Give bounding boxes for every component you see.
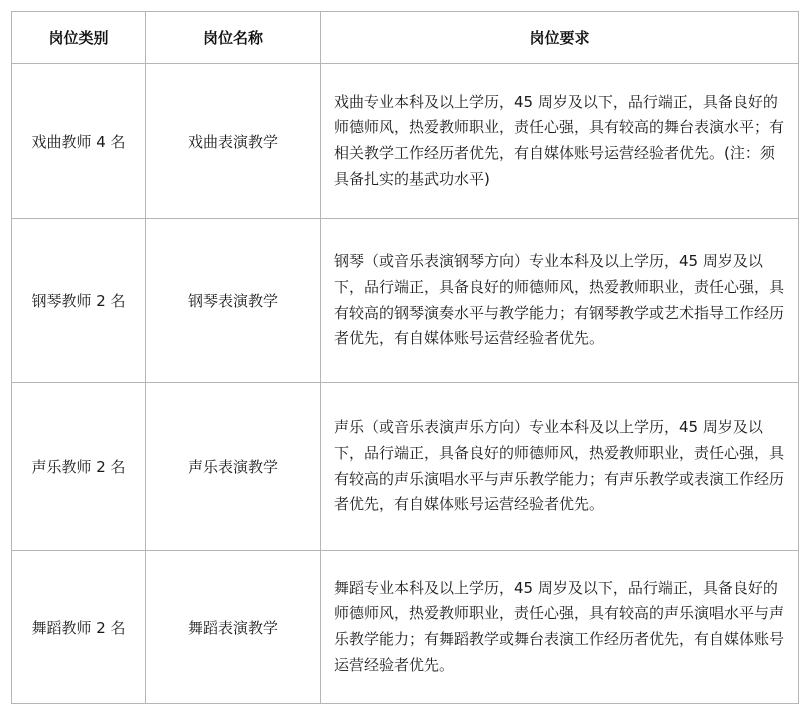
- position-requirement: 戏曲专业本科及以上学历，45 周岁及以下，品行端正，具备良好的师德师风，热爱教师职业，责任心强，具有较高的舞台表演水平；有相关教学工作经历者优先，有自媒体账号运营经验者优先。(注：须具备扎实的基武功水平): [321, 64, 799, 219]
- table-header-row: [12, 12, 799, 64]
- table-row: [12, 551, 799, 704]
- position-name: 舞蹈表演教学: [146, 551, 321, 704]
- position-requirement: 声乐（或音乐表演声乐方向）专业本科及以上学历，45 周岁及以下，品行端正，具备良好的师德师风，热爱教师职业，责任心强，具有较高的声乐演唱水平与声乐教学能力；有声乐教学或表演工作经历者优先，有自媒体账号运营经验者优先。: [321, 383, 799, 551]
- table-row: [12, 383, 799, 551]
- recruitment-table-container: [11, 11, 799, 704]
- header-position-requirement: 岗位要求: [321, 12, 799, 64]
- position-category: 钢琴教师 2 名: [12, 219, 146, 383]
- position-category: 声乐教师 2 名: [12, 383, 146, 551]
- recruitment-table: [11, 11, 799, 704]
- position-category: 戏曲教师 4 名: [12, 64, 146, 219]
- position-name: 声乐表演教学: [146, 383, 321, 551]
- table-row: [12, 219, 799, 383]
- position-requirement: 舞蹈专业本科及以上学历，45 周岁及以下，品行端正，具备良好的师德师风，热爱教师职业，责任心强，具有较高的声乐演唱水平与声乐教学能力；有舞蹈教学或舞台表演工作经历者优先，有自媒体账号运营经验者优先。: [321, 551, 799, 704]
- table-row: [12, 64, 799, 219]
- position-requirement: 钢琴（或音乐表演钢琴方向）专业本科及以上学历，45 周岁及以下，品行端正，具备良好的师德师风，热爱教师职业，责任心强，具有较高的钢琴演奏水平与教学能力；有钢琴教学或艺术指导工作经历者优先，有自媒体账号运营经验者优先。: [321, 219, 799, 383]
- position-name: 戏曲表演教学: [146, 64, 321, 219]
- header-position-category: 岗位类别: [12, 12, 146, 64]
- header-position-name: 岗位名称: [146, 12, 321, 64]
- position-name: 钢琴表演教学: [146, 219, 321, 383]
- position-category: 舞蹈教师 2 名: [12, 551, 146, 704]
